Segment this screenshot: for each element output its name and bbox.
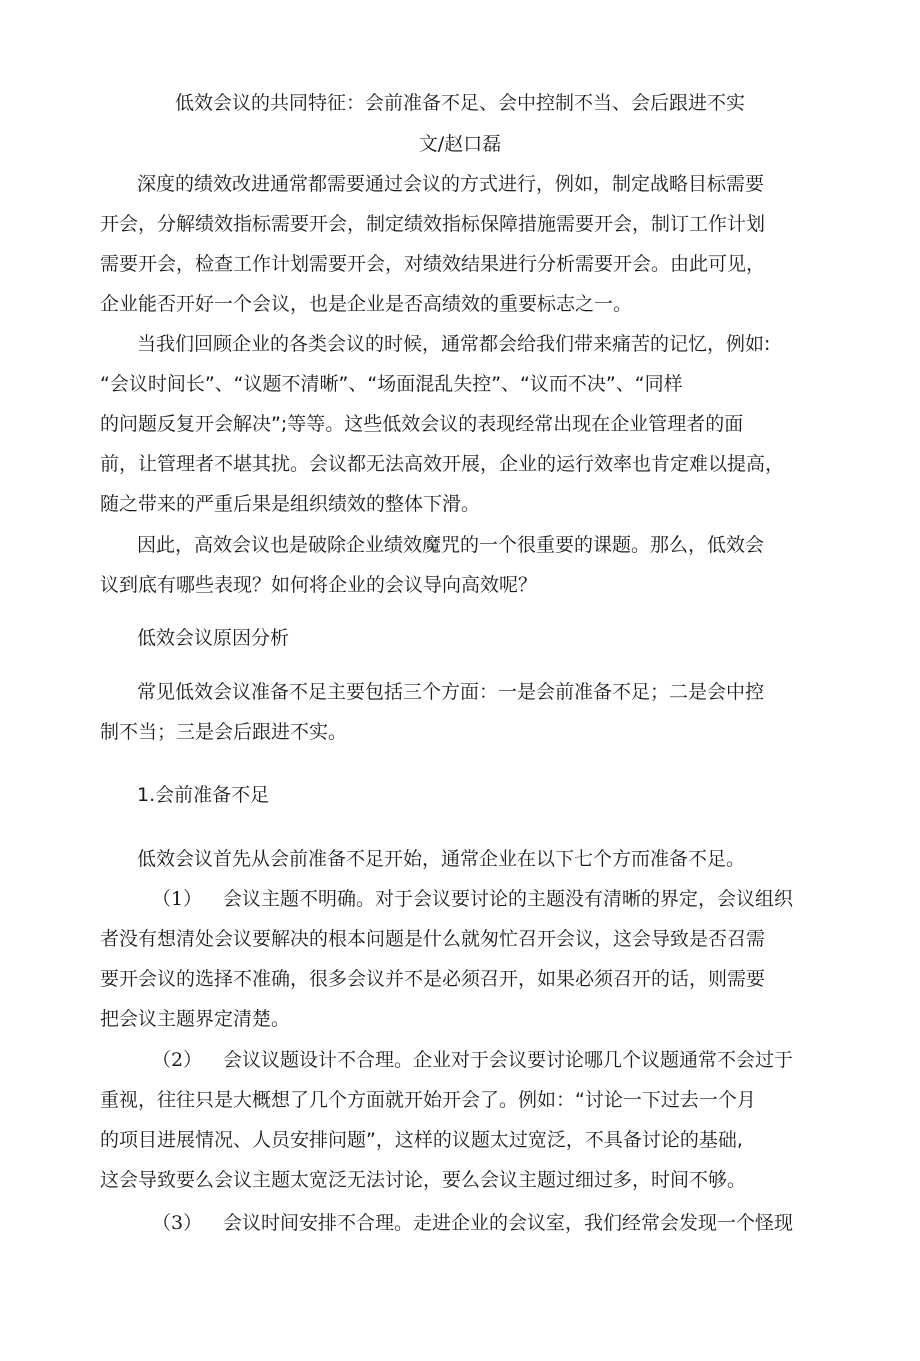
paragraph-2-line: 当我们回顾企业的各类会议的时候，通常都会给我们带来痛苦的记忆，例如: <box>137 333 771 355</box>
paragraph-5-line: 低效会议首先从会前准备不足开始，通常企业在以下七个方而准备不足。 <box>137 848 746 870</box>
paragraph-3-line: 议到底有哪些表现？如何将企业的会议导向高效呢？ <box>100 574 538 596</box>
paragraph-2-line: 前，让管理者不堪其扰。会议都无法高效开展，企业的运行效率也肯定难以提高， <box>100 453 785 475</box>
paragraph-2-line: 随之带来的严重后果是组织绩效的整体下滑。 <box>100 493 481 515</box>
paragraph-1-line: 深度的绩效改进通常都需要通过会议的方式进行，例如，制定战略目标需要 <box>137 173 765 195</box>
document-author: 文/赵口磊 <box>418 133 502 155</box>
list-item-line: 重视，往往只是大概想了几个方面就开始开会了。例如：“讨论一下过去一个月 <box>100 1089 756 1111</box>
list-item-line: 者没有想清处会议要解决的根本问题是什么就匆忙召开会议，这会导致是否召需 <box>100 928 766 950</box>
list-item-line: 会议主题不明确。对于会议要讨论的主题没有清晰的界定，会议组织 <box>223 888 794 910</box>
paragraph-1-line: 需要开会，检查工作计划需要开会，对绩效结果进行分析需要开会。由此可见， <box>100 253 766 275</box>
list-item-number: （2） <box>152 1049 203 1071</box>
subsection-heading: 1.会前准备不足 <box>137 784 270 806</box>
list-item-line: 把会议主题界定清楚。 <box>100 1008 291 1030</box>
list-item-line: 会议议题设计不合理。企业对于会议要讨论哪几个议题通常不会过于 <box>223 1049 794 1071</box>
document-title: 低效会议的共同特征：会前准备不足、会中控制不当、会后跟进不实 <box>174 92 745 114</box>
paragraph-4-line: 制不当；三是会后跟进不实。 <box>100 721 348 743</box>
paragraph-2-line: “会议时间长”、“议题不清晰”、“场面混乱失控”、“议而不决”、“同样 <box>100 373 683 395</box>
list-item-line: 的项目进展情况、人员安排问题”，这样的议题太过宽泛，不具备讨论的基础, <box>100 1129 743 1151</box>
list-item-number: （3） <box>152 1212 203 1234</box>
paragraph-4-line: 常见低效会议准备不足主要包括三个方面：一是会前准备不足；二是会中控 <box>137 681 765 703</box>
paragraph-1-line: 企业能否开好一个会议，也是企业是否高绩效的重要标志之一。 <box>100 293 633 315</box>
list-item-line: 这会导致要么会议主题太宽泛无法讨论，要么会议主题过细过多，时间不够。 <box>100 1169 747 1191</box>
paragraph-2-line: 的问题反复开会解决”;等等。这些低效会议的表现经常出现在企业管理者的面 <box>100 413 744 435</box>
list-item-number: （1） <box>152 888 203 910</box>
list-item-line: 要开会议的选择不准确，很多会议并不是必须召开，如果必须召开的话，则需要 <box>100 968 766 990</box>
paragraph-3-line: 因此，高效会议也是破除企业绩效魔咒的一个很重要的课题。那么，低效会 <box>137 534 765 556</box>
section-heading: 低效会议原因分析 <box>137 627 290 649</box>
list-item-line: 会议时间安排不合理。走进企业的会议室，我们经常会发现一个怪现 <box>223 1212 794 1234</box>
paragraph-1-line: 开会，分解绩效指标需要开会，制定绩效指标保障措施需要开会，制订工作计划 <box>100 213 766 235</box>
